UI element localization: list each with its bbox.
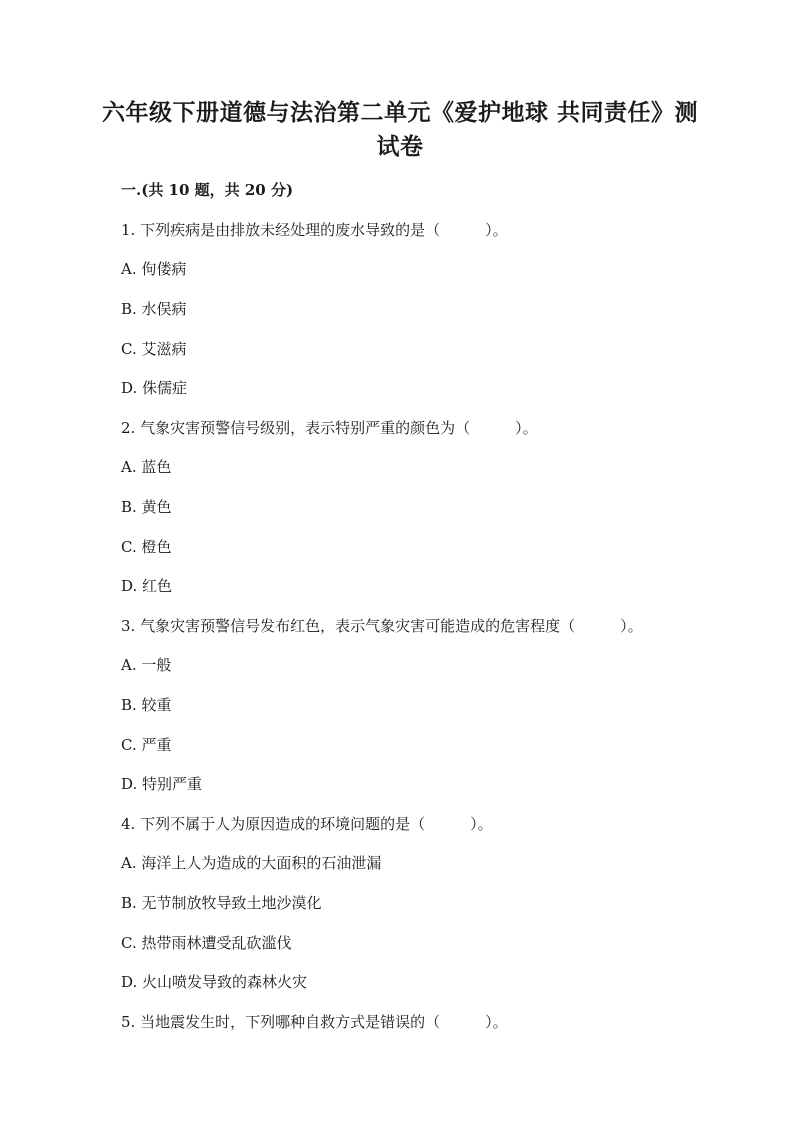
question-4-option-b: B. 无节制放牧导致土地沙漠化 xyxy=(121,894,322,912)
question-2-option-d: D. 红色 xyxy=(121,577,173,595)
question-1-option-b: B. 水俣病 xyxy=(121,300,187,318)
question-1-option-c: C. 艾滋病 xyxy=(121,340,187,358)
question-4-option-c: C. 热带雨林遭受乱砍滥伐 xyxy=(121,934,292,952)
question-3-option-d: D. 特别严重 xyxy=(121,775,203,793)
question-1-option-a: A. 佝偻病 xyxy=(121,260,187,278)
exam-title: 六年级下册道德与法治第二单元《爱护地球 共同责任》测试卷 xyxy=(101,99,698,160)
question-2-option-a: A. 蓝色 xyxy=(121,458,172,476)
question-3-option-c: C. 严重 xyxy=(121,736,172,754)
question-3-option-b: B. 较重 xyxy=(121,696,172,714)
question-1-stem: 1. 下列疾病是由排放未经处理的废水导致的是（ ）。 xyxy=(121,221,508,239)
question-2-stem: 2. 气象灾害预警信号级别，表示特别严重的颜色为（ ）。 xyxy=(121,419,538,437)
question-3-stem: 3. 气象灾害预警信号发布红色，表示气象灾害可能造成的危害程度（ ）。 xyxy=(121,617,643,635)
question-1-option-d: D. 侏儒症 xyxy=(121,379,188,397)
question-4-option-a: A. 海洋上人为造成的大面积的石油泄漏 xyxy=(121,854,382,872)
section-heading: 一.(共 10 题，共 20 分) xyxy=(121,181,294,199)
question-3-option-a: A. 一般 xyxy=(121,656,172,674)
question-4-stem: 4. 下列不属于人为原因造成的环境问题的是（ ）。 xyxy=(121,815,493,833)
question-2-option-c: C. 橙色 xyxy=(121,538,172,556)
question-4-option-d: D. 火山喷发导致的森林火灾 xyxy=(121,973,308,991)
question-5-stem: 5. 当地震发生时，下列哪种自救方式是错误的（ ）。 xyxy=(121,1013,508,1031)
question-2-option-b: B. 黄色 xyxy=(121,498,172,516)
